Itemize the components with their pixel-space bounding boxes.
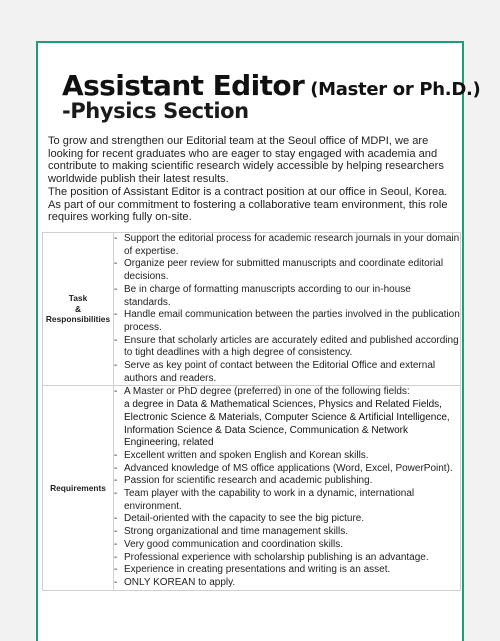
list-item: - Experience in creating presentations and writing is an asset. <box>114 564 460 577</box>
tasks-label-line: Responsibilities <box>45 314 111 325</box>
list-item: - Passion for scientific research and academic publishing. <box>114 475 460 488</box>
tasks-row <box>43 233 461 386</box>
list-item: - ONLY KOREAN to apply. <box>114 577 460 590</box>
page-title <box>62 69 480 102</box>
requirements-list <box>114 386 460 399</box>
list-item: - Team player with the capability to work in a dynamic, international environment. <box>114 488 460 513</box>
intro-paragraph: The position of Assistant Editor is a contract position at our office in Seoul, Korea. <box>48 185 448 198</box>
list-item: - Support the editorial process for academic research journals in your domain of expertise. <box>114 233 460 258</box>
title-qualification: (Master or Ph.D.) <box>310 79 481 100</box>
list-item: - Strong organizational and time management skills. <box>114 526 460 539</box>
list-item: - A Master or PhD degree (preferred) in one of the following fields: <box>114 386 460 399</box>
title-main: Assistant Editor <box>62 69 305 102</box>
degree-fields: a degree in Data & Mathematical Sciences, Physics and Related Fields, Electronic Science & Materials, Computer Science & Artificial Intelligence, Information Science & Data Science, Communication & Network Engineering, related <box>124 399 450 449</box>
list-item: - Be in charge of formatting manuscripts according to our in-house standards. <box>114 284 460 309</box>
tasks-list <box>114 233 460 385</box>
intro-paragraph: To grow and strengthen our Editorial team at the Seoul office of MDPI, we are looking for recent graduates who are eager to stay engaged with academia and contribute to making scientific research widely accessible by helping researchers worldwide publish their latest results. <box>48 135 444 186</box>
list-item: - Ensure that scholarly articles are accurately edited and published according to tight deadlines with a high degree of consistency. <box>114 335 460 360</box>
requirements-label: Requirements <box>43 386 114 590</box>
list-item: - Detail-oriented with the capacity to see the big picture. <box>114 513 460 526</box>
title-section: -Physics Section <box>62 99 249 123</box>
details-table <box>42 232 461 591</box>
list-item: - Excellent written and spoken English and Korean skills. <box>114 450 460 463</box>
requirements-content <box>114 386 461 590</box>
list-item: - Serve as key point of contact between the Editorial Office and external authors and readers. <box>114 360 460 385</box>
list-item: - Advanced knowledge of MS office applications (Word, Excel, PowerPoint). <box>114 463 460 476</box>
intro-text <box>48 135 462 224</box>
list-item: - Handle email communication between the parties involved in the publication process. <box>114 309 460 334</box>
list-item: - Professional experience with scholarship publishing is an advantage. <box>114 552 460 565</box>
requirements-list <box>114 450 460 590</box>
intro-paragraph: As part of our commitment to fostering a collaborative team environment, this role requires working fully on-site. <box>48 198 448 224</box>
requirements-row <box>43 386 461 590</box>
job-posting-card <box>36 41 481 641</box>
tasks-label-line: Task <box>68 293 88 304</box>
tasks-label-line: & <box>74 303 82 314</box>
list-item: - Very good communication and coordination skills. <box>114 539 460 552</box>
tasks-content <box>114 233 461 386</box>
list-item: - Organize peer review for submitted manuscripts and coordinate editorial decisions. <box>114 258 460 283</box>
tasks-label <box>43 233 114 386</box>
